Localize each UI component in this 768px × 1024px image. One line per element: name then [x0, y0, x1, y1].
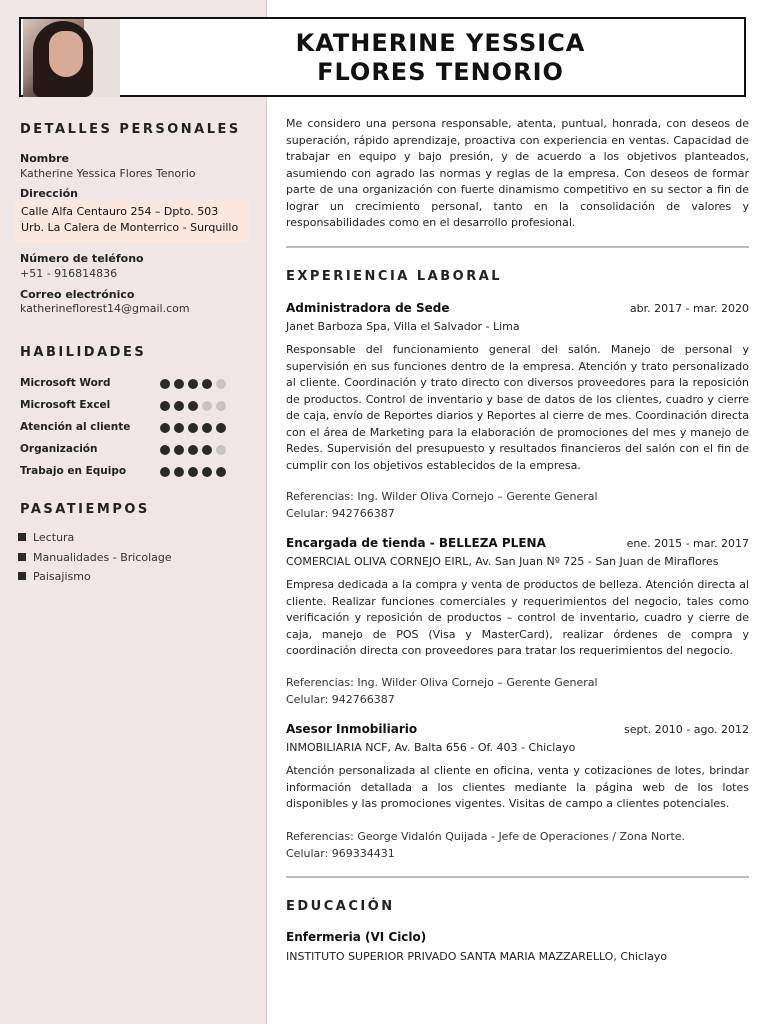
- skill-name: Microsoft Excel: [20, 399, 111, 411]
- hobby-item: [18, 531, 74, 547]
- skill-dot-filled: [160, 423, 170, 433]
- skill-dot-filled: [202, 423, 212, 433]
- skill-row: [20, 377, 236, 393]
- skill-dot-filled: [188, 379, 198, 389]
- skill-dot-filled: [188, 401, 198, 411]
- skill-name: Microsoft Word: [20, 377, 111, 389]
- job-description: Empresa dedicada a la compra y venta de productos de belleza. Atención directa al cliente. Realizar funciones comerciales y requerimientos del negocio, tales como verificación y reposición de productos – control de inventario, cuadro y cierre de caja, manejo de POS (Visa y MasterCard), realizar órdenes de compra y coordinación directa con proveedores para tratar los requerimientos del negocio.: [286, 578, 749, 657]
- skill-dot-filled: [202, 445, 212, 455]
- divider: [286, 876, 749, 878]
- skill-dot-filled: [216, 423, 226, 433]
- education-heading: EDUCACIÓN: [286, 899, 395, 914]
- skill-dot-filled: [160, 467, 170, 477]
- bullet-square-icon: [18, 572, 26, 580]
- skill-dot-filled: [174, 423, 184, 433]
- job-reference-phone: Celular: 969334431: [286, 847, 395, 860]
- skill-dot-filled: [216, 467, 226, 477]
- hobby-item: [18, 551, 172, 567]
- skill-row: [20, 465, 236, 481]
- skill-dot-filled: [174, 467, 184, 477]
- email-value[interactable]: katherineflorest14@gmail.com: [20, 302, 190, 315]
- personal-details-heading: DETALLES PERSONALES: [20, 122, 241, 137]
- skill-name: Atención al cliente: [20, 421, 131, 433]
- name-label: Nombre: [20, 152, 69, 165]
- job-reference: Referencias: George Vidalón Quijada - Jefe de Operaciones / Zona Norte.: [286, 830, 686, 843]
- skill-name: Trabajo en Equipo: [20, 465, 127, 477]
- header: [19, 17, 746, 97]
- skill-name: Organización: [20, 443, 98, 455]
- hobby-item: [18, 570, 91, 586]
- skill-row: [20, 421, 236, 437]
- bullet-square-icon: [18, 553, 26, 561]
- skill-dot-filled: [174, 379, 184, 389]
- skill-level-dots: [160, 423, 226, 433]
- email-label: Correo electrónico: [20, 288, 135, 301]
- job-description-box: [286, 763, 749, 813]
- skill-dot-empty: [202, 401, 212, 411]
- skill-dot-filled: [202, 379, 212, 389]
- job-reference-phone: Celular: 942766387: [286, 507, 395, 520]
- skill-dot-filled: [160, 379, 170, 389]
- profile-text: Me considero una persona responsable, atenta, puntual, honrada, con deseos de superación, rápido aprendizaje, proactiva con experiencia en ventas. Capacidad de trabajar en equipo y bajo presión, y de acuerdo a los objetivos planteados, asumiendo con agrado las normas y reglas de la empresa. Con deseos de formar parte de una organización con fuerte dinamismo competitivo en su sector a fin de lograr un crecimiento personal, tanto en la consolidación de valores y responsabilidades como en el desarrollo profesional.: [286, 117, 749, 229]
- job-dates: sept. 2010 - ago. 2012: [624, 723, 749, 736]
- job-company: INMOBILIARIA NCF, Av. Balta 656 - Of. 403 - Chiclayo: [286, 741, 576, 754]
- education-title: Enfermeria (VI Ciclo): [286, 930, 427, 944]
- address-line-2: Urb. La Calera de Monterrico - Surquillo: [21, 221, 239, 234]
- job-title: Administradora de Sede: [286, 301, 450, 315]
- skill-dot-empty: [216, 401, 226, 411]
- phone-value: +51 - 916814836: [20, 267, 118, 280]
- job-company: COMERCIAL OLIVA CORNEJO EIRL, Av. San Juan Nº 725 - San Juan de Miraflores: [286, 555, 719, 568]
- skill-dot-filled: [160, 445, 170, 455]
- skill-level-dots: [160, 401, 226, 411]
- skill-dot-empty: [216, 379, 226, 389]
- name-line-1: KATHERINE YESSICA: [295, 29, 586, 57]
- full-name: [141, 29, 740, 87]
- skills-heading: HABILIDADES: [20, 345, 147, 360]
- job-dates: abr. 2017 - mar. 2020: [629, 302, 749, 315]
- skill-dot-filled: [174, 401, 184, 411]
- skill-level-dots: [160, 467, 226, 477]
- name-line-2: FLORES TENORIO: [317, 58, 564, 86]
- address-box: [13, 200, 249, 242]
- hobby-label: Paisajismo: [33, 570, 91, 583]
- skill-dot-empty: [216, 445, 226, 455]
- skill-row: [20, 399, 236, 415]
- skill-level-dots: [160, 445, 226, 455]
- job-title: Asesor Inmobiliario: [286, 722, 418, 736]
- profile-summary: [286, 116, 749, 232]
- education-school: INSTITUTO SUPERIOR PRIVADO SANTA MARIA MAZZARELLO, Chiclayo: [286, 950, 668, 963]
- address-label: Dirección: [20, 187, 78, 200]
- job-title: Encargada de tienda - BELLEZA PLENA: [286, 536, 546, 550]
- job-description: Responsable del funcionamiento general del salón. Manejo de personal y supervisión en sus funciones dentro de la empresa. Atención y trato personalizado al cliente. Coordinación y trato directo con diversos proveedores para la reposición de productos. Control de inventario y base de datos de los clientes, cuadro y cierre de caja, envío de Reportes diarios y Reportes al cierre de mes. Coordinación directa con el área de Marketing para la elaboración de promociones del mes y manejo de Redes. Supervisión del presupuesto y resultados financieros del salón con el fin de cumplir con los objetivos establecidos de la empresa.: [286, 343, 749, 472]
- name-value: Katherine Yessica Flores Tenorio: [20, 167, 196, 180]
- skill-dot-filled: [188, 467, 198, 477]
- skill-dot-filled: [160, 401, 170, 411]
- job-reference-phone: Celular: 942766387: [286, 693, 395, 706]
- skill-dot-filled: [188, 423, 198, 433]
- hobby-label: Manualidades - Bricolage: [33, 550, 172, 564]
- skill-row: [20, 443, 236, 459]
- address-line-1: Calle Alfa Centauro 254 – Dpto. 503: [21, 205, 219, 218]
- skill-level-dots: [160, 379, 226, 389]
- skill-dot-filled: [188, 445, 198, 455]
- divider: [286, 246, 749, 248]
- profile-photo: [23, 19, 120, 97]
- bullet-square-icon: [18, 533, 26, 541]
- job-reference: Referencias: Ing. Wilder Oliva Cornejo – Gerente General: [286, 676, 598, 689]
- hobby-label: Lectura: [33, 531, 75, 544]
- job-company: Janet Barboza Spa, Villa el Salvador - Lima: [286, 320, 520, 333]
- job-description: Atención personalizada al cliente en oficina, venta y cotizaciones de lotes, brindar información detallada a los clientes mediante la página web de los lotes disponibles y las promociones vigentes. Visitas de campo a clientes potenciales.: [286, 764, 749, 810]
- job-reference: Referencias: Ing. Wilder Oliva Cornejo – Gerente General: [286, 490, 598, 503]
- skill-dot-filled: [202, 467, 212, 477]
- experience-heading: EXPERIENCIA LABORAL: [286, 269, 503, 284]
- phone-label: Número de teléfono: [20, 252, 144, 265]
- job-description-box: [286, 342, 749, 474]
- hobbies-heading: PASATIEMPOS: [20, 502, 150, 517]
- job-description-box: [286, 577, 749, 660]
- job-dates: ene. 2015 - mar. 2017: [626, 537, 749, 550]
- skill-dot-filled: [174, 445, 184, 455]
